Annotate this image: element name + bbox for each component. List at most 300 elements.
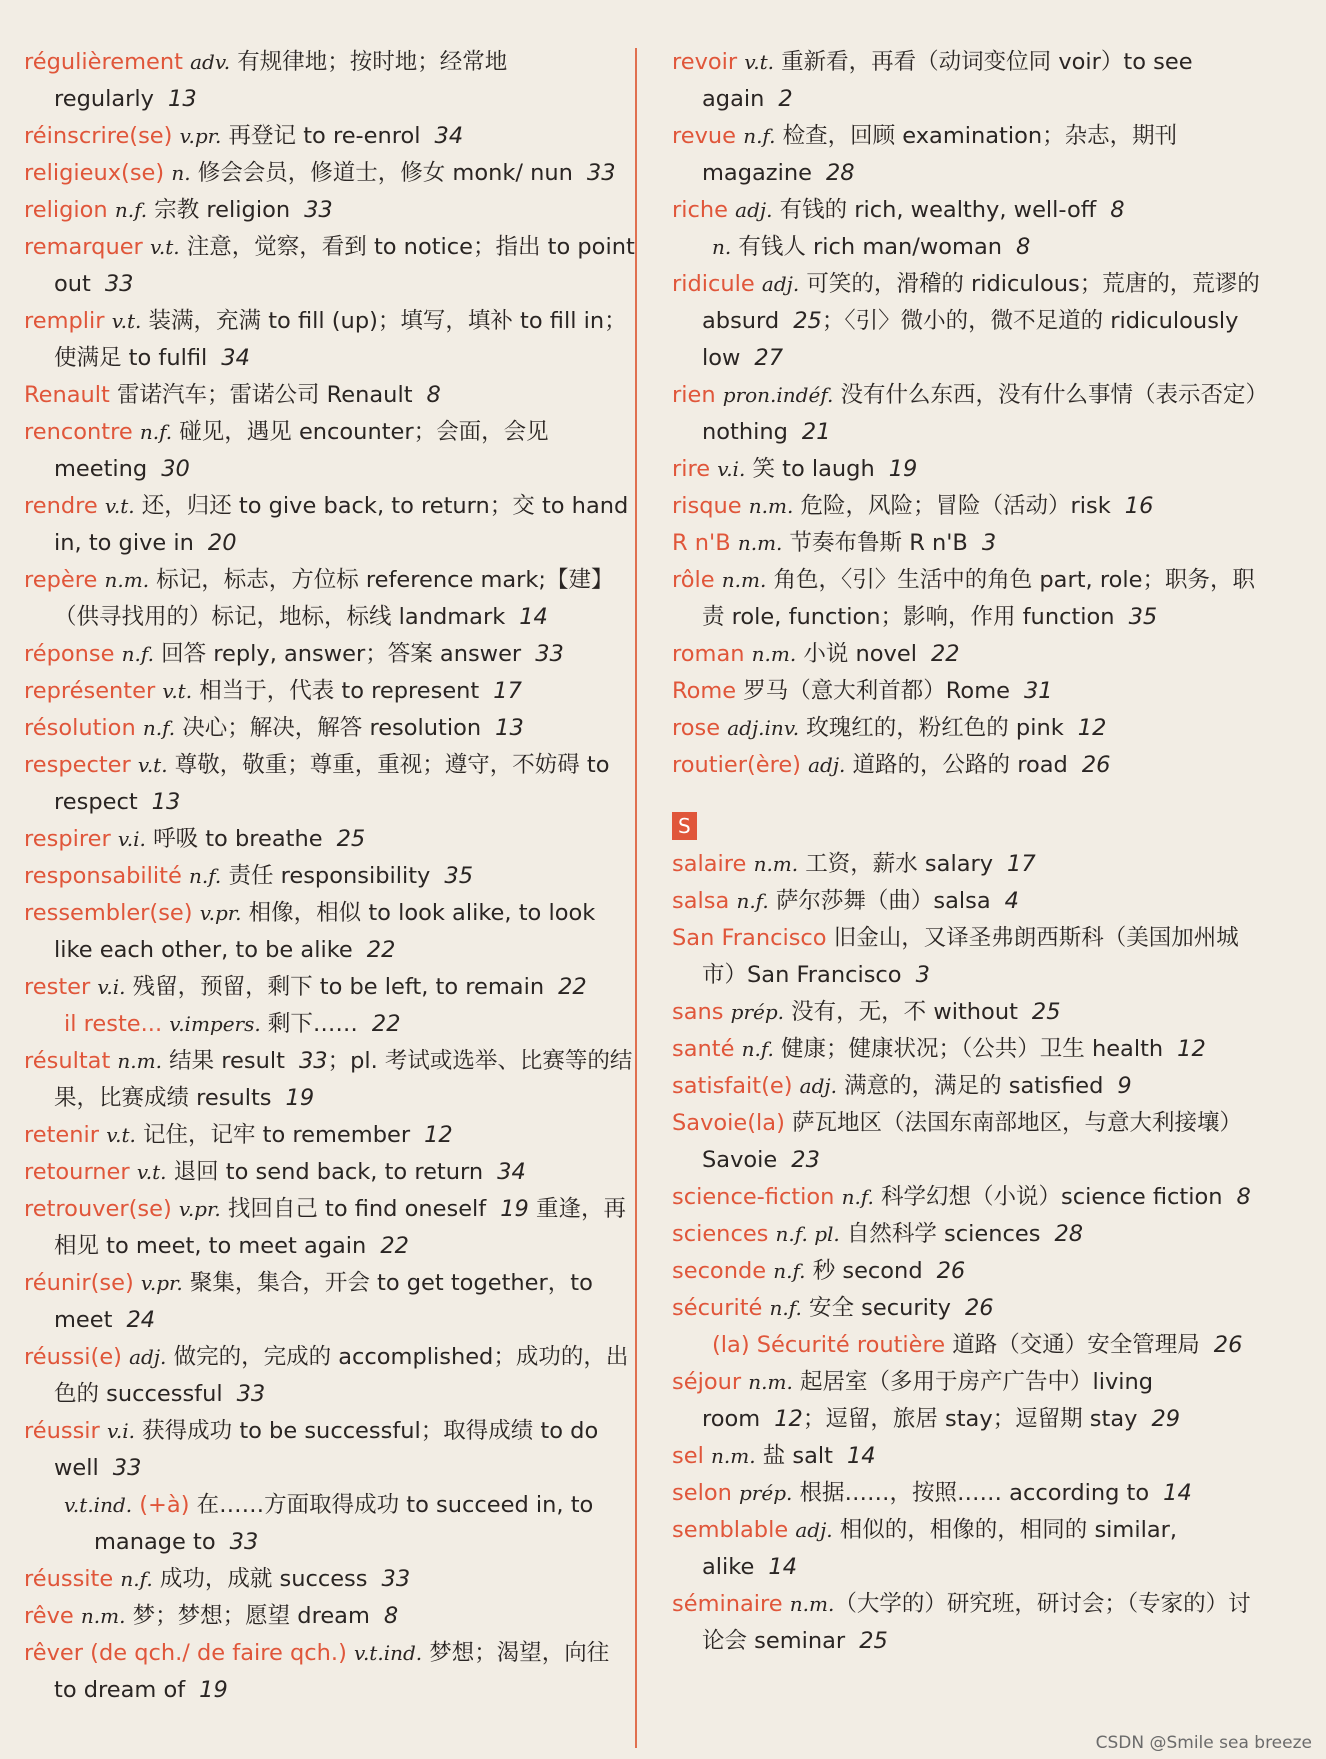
definition: 工资，薪水 salary [798,851,994,877]
part-of-speech: adj. [129,1345,167,1369]
definition: 找回自己 to find oneself [220,1196,487,1222]
page-number: 22 [380,1233,409,1259]
dictionary-entry [672,1068,1262,1105]
headword: remarquer [24,234,143,260]
page-number: 26 [964,1295,994,1321]
part-of-speech: n.m. [710,1444,756,1468]
headword: rien [672,382,716,408]
page-number: 3 [981,530,997,556]
dictionary-entry [672,1179,1262,1216]
page-number: 26 [1213,1332,1243,1358]
sub-entry [672,1327,1262,1364]
page-number: 35 [1128,604,1158,630]
page-number: 14 [846,1443,876,1469]
dictionary-entry [672,1290,1262,1327]
definition: 角色，〈引〉生活中的角色 part, role；职务，职责 role, function；影响，作用 function [702,567,1255,630]
page-number: 26 [1081,752,1111,778]
headword: satisfait(e) [672,1073,793,1099]
part-of-speech: n.m. [737,531,783,555]
dictionary-entry [672,377,1262,451]
page-number: 24 [126,1307,156,1333]
page-number: 13 [151,789,181,815]
headword: salsa [672,888,730,914]
headword: responsabilité [24,863,182,889]
sub-entry [24,1487,639,1561]
dictionary-entry [24,377,639,414]
page-number: 33 [298,1048,328,1074]
dictionary-entry [672,846,1262,883]
definition: 装满，充满 to fill (up)；填写，填补 to fill in；使满足 to fulfil [54,308,627,371]
headword: science-fiction [672,1184,835,1210]
part-of-speech: v.t. [137,753,168,777]
definition: 结果 result [161,1048,285,1074]
part-of-speech: adj. [799,1074,837,1098]
page-number: 26 [936,1258,966,1284]
page-number: 4 [1004,888,1019,914]
watermark: CSDN @Smile sea breeze [1095,1733,1312,1753]
definition: 笑 to laugh [745,456,875,482]
page-number: 28 [1054,1221,1084,1247]
part-of-speech: adv. [190,50,231,74]
dictionary-entry [672,192,1262,229]
page-number: 33 [535,641,564,667]
definition: 相似的，相像的，相同的 similar, alike [702,1517,1178,1580]
page-number: 12 [1177,1036,1206,1062]
page-number: 35 [444,863,474,889]
definition: 梦；梦想；愿望 dream [125,1603,370,1629]
page-number: 12 [424,1122,453,1148]
definition: 剩下…… [260,1011,358,1037]
definition-continued: ；〈引〉微小的，微不足道的 ridiculously low [702,308,1239,371]
headword: rendre [24,493,98,519]
page-number: 12 [774,1406,803,1432]
headword: sciences [672,1221,769,1247]
part-of-speech: n.f. [741,1037,774,1061]
definition: 回答 reply, answer；答案 answer [153,641,522,667]
dictionary-entry [24,895,639,969]
part-of-speech: n.f. [120,1567,153,1591]
definition: 在……方面取得成功 to succeed in, to manage to [94,1492,594,1555]
part-of-speech: n.m. [753,852,799,876]
dictionary-entry [672,1364,1262,1438]
part-of-speech: v.t. [162,679,193,703]
page-number: 34 [497,1159,526,1185]
page-number: 22 [558,974,587,1000]
page-number: 31 [1023,678,1053,704]
definition: 再登记 to re-enrol [221,123,421,149]
headword: représenter [24,678,156,704]
page-number: 17 [493,678,522,704]
definition: 碰见，遇见 encounter；会面，会见 meeting [54,419,549,482]
definition: 相像，相似 to look alike, to look like each other, to be alike [54,900,596,963]
page-number: 16 [1124,493,1154,519]
definition: 有规律地；按时地；经常地 regularly [54,49,508,112]
dictionary-entry [24,414,639,488]
page-number: 30 [161,456,190,482]
definition: 科学幻想（小说）science fiction [873,1184,1223,1210]
part-of-speech: v.t. [136,1160,167,1184]
headword: selon [672,1480,732,1506]
dictionary-entry [24,1561,639,1598]
part-of-speech: v.t. [111,309,142,333]
dictionary-entry [24,636,639,673]
right-column [672,44,1262,1660]
definition: 残留，预留，剩下 to be left, to remain [125,974,545,1000]
headword: réunir(se) [24,1270,134,1296]
page-number: 25 [1031,999,1061,1025]
definition: 满意的，满足的 satisfied [836,1073,1104,1099]
part-of-speech: v.pr. [140,1271,183,1295]
definition: 注意，觉察，看到 to notice；指出 to point out [54,234,635,297]
part-of-speech: n.m. [80,1604,126,1628]
part-of-speech: n.m. [751,642,797,666]
part-of-speech: n.m. [748,1370,793,1394]
dictionary-entry [24,1598,639,1635]
page-number: 22 [366,937,396,963]
dictionary-entry [672,747,1262,784]
page-number: 25 [859,1628,888,1654]
part-of-speech: n.f. [142,716,176,740]
dictionary-entry [672,1512,1262,1586]
headword: santé [672,1036,735,1062]
left-column [24,44,639,1709]
headword: respirer [24,826,111,852]
headword: rire [672,456,711,482]
headword: risque [672,493,742,519]
part-of-speech: n.f. [736,889,769,913]
headword: rêve [24,1603,74,1629]
part-of-speech: v.i. [117,827,146,851]
part-of-speech: v.pr. [179,124,222,148]
definition: 有钱的 rich, wealthy, well-off [772,197,1097,223]
dictionary-entry [24,673,639,710]
part-of-speech: adj.inv. [727,716,800,740]
definition: 呼吸 to breathe [145,826,323,852]
page-number: 28 [825,160,855,186]
dictionary-entry [24,858,639,895]
headword: régulièrement [24,49,183,75]
definition: 盐 salt [755,1443,833,1469]
page-number: 25 [336,826,366,852]
definition: 起居室（多用于房产广告中）living room [702,1369,1154,1432]
dictionary-entry [672,1031,1262,1068]
dictionary-entry [24,1339,639,1413]
page-number: 27 [754,345,784,371]
right-column-s-entries [672,846,1262,1660]
definition: 尊敬，敬重；尊重，重视；遵守，不妨碍 to respect [54,752,610,815]
page-number: 33 [104,271,134,297]
part-of-speech: v.t. [106,1123,136,1147]
headword: réinscrire(se) [24,123,173,149]
page-number: 34 [221,345,250,371]
definition: 罗马（意大利首都）Rome [736,678,1010,704]
headword: Savoie(la) [672,1110,785,1136]
headword: revoir [672,49,738,75]
dictionary-entry [24,969,639,1006]
headword: séminaire [672,1591,783,1617]
page-number: 8 [383,1603,399,1629]
definition: 没有什么东西，没有什么事情（表示否定）nothing [702,382,1257,445]
headword: résolution [24,715,136,741]
headword: réussi(e) [24,1344,122,1370]
dictionary-entry [24,1154,639,1191]
dictionary-entry [672,562,1262,636]
definition: 健康；健康状况；（公共）卫生 health [773,1036,1164,1062]
headword: remplir [24,308,105,334]
part-of-speech: v.i. [106,1419,136,1443]
definition-continued: ；逗留，旅居 stay；逗留期 stay [802,1406,1138,1432]
page-number: 8 [426,382,441,408]
part-of-speech: n.m. [789,1592,835,1616]
headword: religion [24,197,108,223]
headword: retrouver(se) [24,1196,172,1222]
definition-continued: ；pl. 考试或选举、比赛等的结果，比赛成绩 results [54,1048,633,1111]
dictionary-entry [24,821,639,858]
page-number: 12 [1077,715,1107,741]
page-number: 8 [1016,234,1031,260]
column-divider [635,48,637,1748]
page-number: 19 [199,1677,228,1703]
headword: il reste... [64,1011,163,1037]
dictionary-entry [24,155,639,192]
definition: 萨尔莎舞（曲）salsa [768,888,991,914]
headword: (+à) [139,1492,190,1518]
definition: 还，归还 to give back, to return；交 to hand in, to give in [54,493,629,556]
dictionary-entry [24,192,639,229]
headword: R n'B [672,530,731,556]
page-number: 14 [519,604,548,630]
dictionary-entry [24,303,639,377]
headword: salaire [672,851,747,877]
definition: 责任 responsibility [221,863,431,889]
headword: résultat [24,1048,111,1074]
page-number: 25 [793,308,822,334]
part-of-speech: v.t. [104,494,135,518]
part-of-speech: v.i. [717,457,746,481]
headword: rester [24,974,91,1000]
definition: 安全 security [801,1295,951,1321]
part-of-speech: n.m. [104,568,150,592]
definition: 获得成功 to be successful；取得成绩 to do well [54,1418,599,1481]
dictionary-entry [672,525,1262,562]
definition: 自然科学 sciences [839,1221,1041,1247]
page-number: 22 [371,1011,401,1037]
definition: 梦想；渴望，向往 to dream of [54,1640,610,1703]
dictionary-entry [24,488,639,562]
page-number: 2 [778,86,793,112]
dictionary-entry [24,710,639,747]
page-number: 33 [381,1566,411,1592]
definition: （大学的）研究班，研讨会；（专家的）讨论会 seminar [702,1591,1251,1654]
dictionary-entry [24,44,639,118]
part-of-speech: n.m. [748,494,794,518]
definition: 道路（交通）安全管理局 [945,1332,1200,1358]
part-of-speech: v.impers. [169,1012,261,1036]
definition: 小说 novel [796,641,917,667]
headword: seconde [672,1258,767,1284]
definition: 雷诺汽车；雷诺公司 Renault [109,382,413,408]
definition: 退回 to send back, to return [166,1159,484,1185]
sub-entry [24,1006,639,1043]
dictionary-entry [24,1043,639,1117]
headword: respecter [24,752,131,778]
dictionary-entry [24,1413,639,1487]
part-of-speech: adj. [795,1518,833,1542]
headword: religieux(se) [24,160,165,186]
headword: roman [672,641,745,667]
dictionary-entry [24,1635,639,1709]
definition: 道路的，公路的 road [845,752,1068,778]
dictionary-entry [672,883,1262,920]
headword: séjour [672,1369,742,1395]
part-of-speech: v.t. [149,235,180,259]
dictionary-entry [672,488,1262,525]
part-of-speech: v.pr. [178,1197,221,1221]
headword: retenir [24,1122,100,1148]
dictionary-entry [672,1586,1262,1660]
page-number: 33 [112,1455,142,1481]
page-number: 29 [1151,1406,1181,1432]
page-number: 22 [930,641,960,667]
dictionary-entry [672,1475,1262,1512]
definition: 节奏布鲁斯 R n'B [782,530,968,556]
definition: 聚集，集合，开会 to get together，to meet [54,1270,593,1333]
page-number: 33 [304,197,333,223]
section-letter: S [672,812,697,840]
definition: 萨瓦地区（法国东南部地区，与意大利接壤）Savoie [702,1110,1242,1173]
part-of-speech: prép. [730,1000,785,1024]
definition: 记住，记牢 to remember [135,1122,411,1148]
dictionary-entry [672,1438,1262,1475]
dictionary-entry [24,229,639,303]
sub-entry [672,229,1262,266]
part-of-speech: v.t.ind. [64,1493,133,1517]
page-number: 20 [207,530,237,556]
part-of-speech: pron.indéf. [722,383,834,407]
headword: San Francisco [672,925,827,951]
headword: rôle [672,567,715,593]
headword: routier(ère) [672,752,801,778]
dictionary-entry [24,118,639,155]
definition: 宗教 religion [147,197,291,223]
page-number: 21 [801,419,831,445]
part-of-speech: v.t.ind. [354,1641,423,1665]
definition: 旧金山，又译圣弗朗西斯科（美国加州城市）San Francisco [702,925,1239,988]
part-of-speech: n.f. [769,1296,802,1320]
part-of-speech: n.m. [721,568,767,592]
part-of-speech: n.f. [139,420,173,444]
part-of-speech: n.f. [743,124,776,148]
definition: 相当于，代表 to represent [192,678,480,704]
page-number: 17 [1007,851,1036,877]
definition: 修会会员，修道士，修女 monk/ nun [190,160,573,186]
dictionary-entry [672,44,1262,118]
page-number: 3 [915,962,930,988]
part-of-speech: n. [171,161,191,185]
headword: revue [672,123,737,149]
definition: 可笑的，滑稽的 ridiculous；荒唐的，荒谬的 absurd [702,271,1260,334]
part-of-speech: adj. [808,753,846,777]
definition: 秒 second [805,1258,923,1284]
page-number: 19 [888,456,918,482]
headword: sécurité [672,1295,763,1321]
definition: 没有，无，不 without [784,999,1018,1025]
headword: riche [672,197,728,223]
page-number: 13 [168,86,197,112]
headword: réussite [24,1566,114,1592]
part-of-speech: n.f. [114,198,148,222]
part-of-speech: n.f. [841,1185,874,1209]
definition: 重新看，再看（动词变位同 voir）to see again [702,49,1193,112]
headword: (la) Sécurité routière [712,1332,946,1358]
definition-continued: 重逢，再相见 to meet, to meet again [54,1196,627,1259]
part-of-speech: n.f. [121,642,154,666]
part-of-speech: n.f. [773,1259,806,1283]
headword: réussir [24,1418,100,1444]
page-number: 9 [1117,1073,1132,1099]
headword: réponse [24,641,115,667]
definition: 根据……，按照…… according to [792,1480,1150,1506]
page-number: 19 [285,1085,315,1111]
page-number: 8 [1236,1184,1251,1210]
part-of-speech: adj. [761,272,800,296]
page-number: 34 [434,123,464,149]
dictionary-entry [672,710,1262,747]
page-number: 14 [1163,1480,1192,1506]
part-of-speech: v.pr. [199,901,242,925]
page-number: 33 [229,1529,259,1555]
part-of-speech: adj. [735,198,773,222]
page-number: 33 [236,1381,266,1407]
dictionary-entry [672,1216,1262,1253]
page-number: 8 [1110,197,1125,223]
headword: ressembler(se) [24,900,193,926]
dictionary-entry [24,562,639,636]
headword: rêver (de qch./ de faire qch.) [24,1640,347,1666]
definition: 成功，成就 success [152,1566,368,1592]
part-of-speech: n.f. pl. [775,1222,840,1246]
headword: rencontre [24,419,133,445]
headword: Renault [24,382,110,408]
definition: 玫瑰红的，粉红色的 pink [799,715,1064,741]
dictionary-entry [672,118,1262,192]
dictionary-entry [672,636,1262,673]
headword: ridicule [672,271,755,297]
page-number: 23 [791,1147,820,1173]
definition: 有钱人 rich man/woman [731,234,1003,260]
headword: sel [672,1443,704,1469]
dictionary-entry [672,673,1262,710]
page-number: 14 [768,1554,798,1580]
headword: retourner [24,1159,130,1185]
dictionary-entry [672,1253,1262,1290]
headword: sans [672,999,724,1025]
headword: Rome [672,678,737,704]
part-of-speech: n.m. [117,1049,162,1073]
part-of-speech: v.t. [744,50,775,74]
headword: repère [24,567,98,593]
page-number: 33 [586,160,616,186]
part-of-speech: v.i. [97,975,126,999]
page-number: 13 [495,715,524,741]
page-number: 19 [500,1196,529,1222]
definition: 决心；解决，解答 resolution [175,715,482,741]
dictionary-entry [672,920,1262,994]
right-column-r-entries [672,44,1262,784]
dictionary-entry [24,1191,639,1265]
headword: semblable [672,1517,789,1543]
definition: 标记，标志，方位标 reference mark;【建】（供寻找用的）标记，地标，标线 landmark [54,567,614,630]
